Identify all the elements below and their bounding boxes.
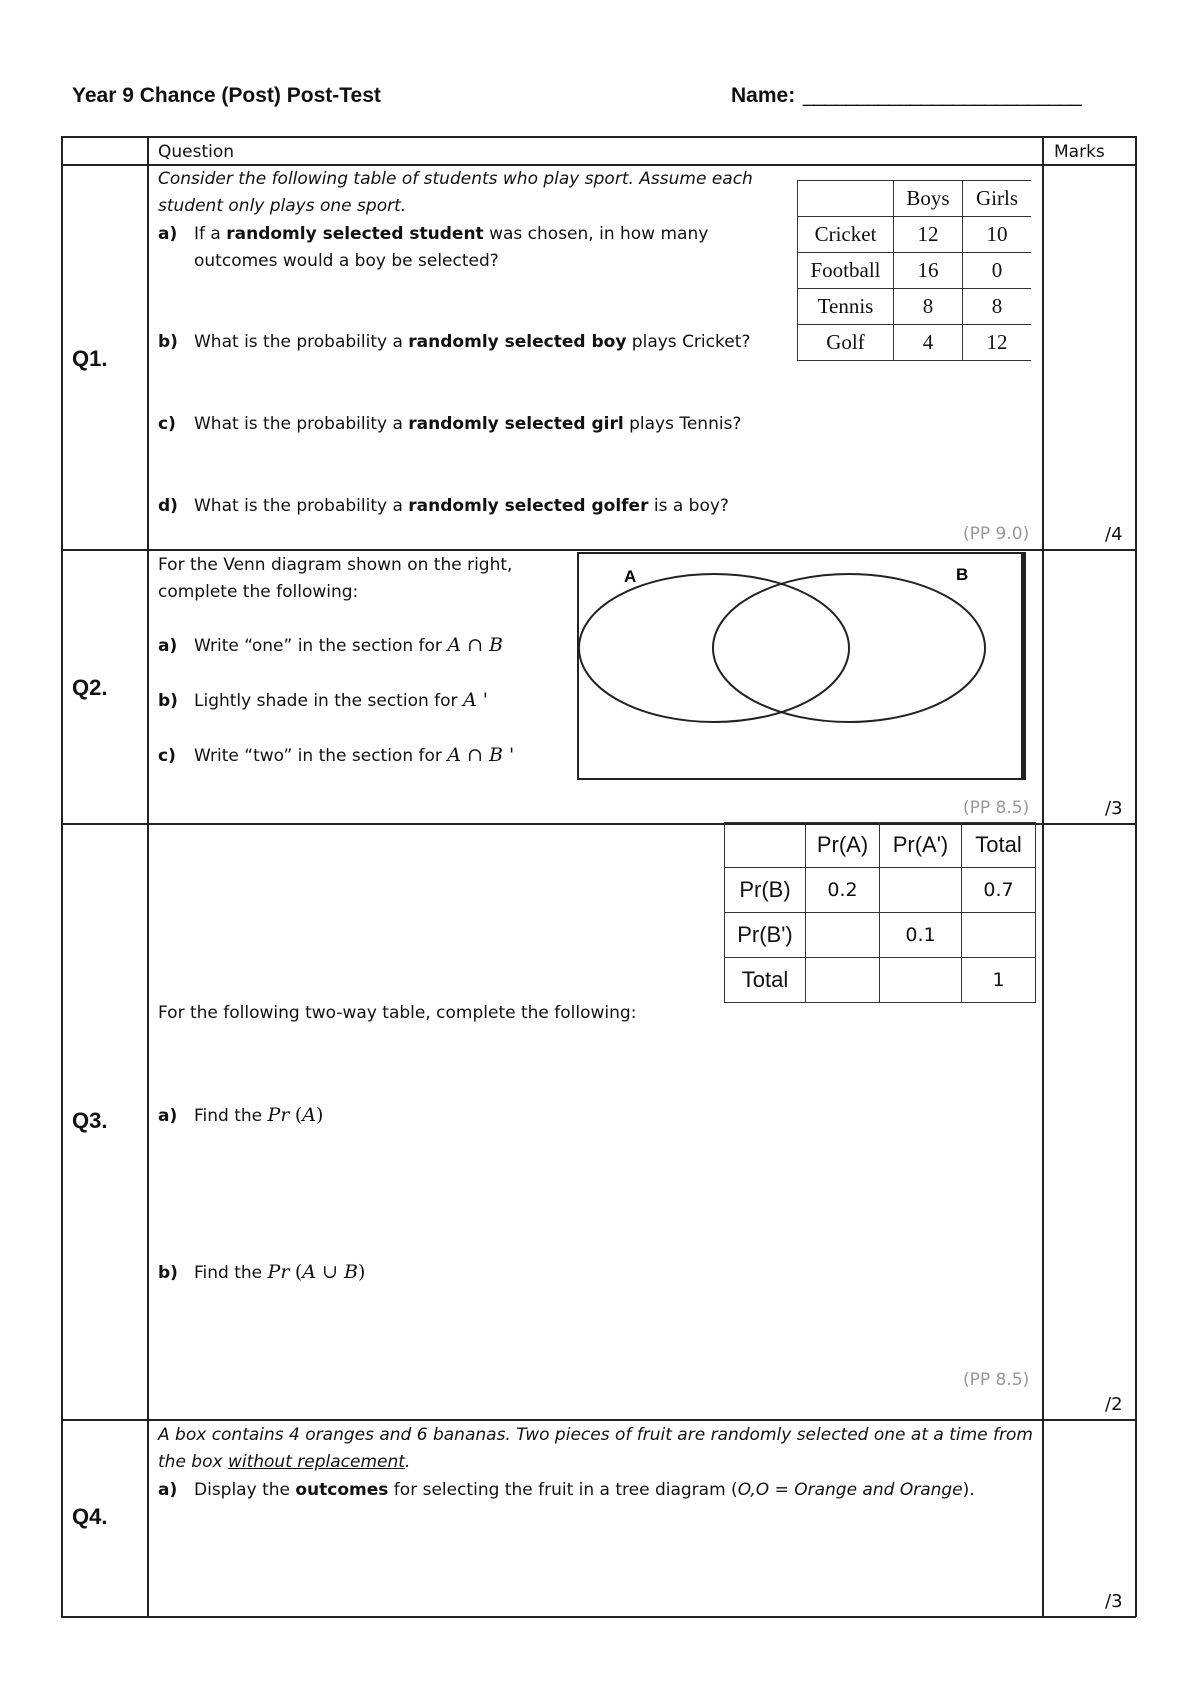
grid-right [1135, 136, 1137, 1617]
table-cell: Golf [798, 325, 894, 361]
table-cell: 0 [963, 253, 1032, 289]
q4-a-text-mid: for selecting the fruit in a tree diagram ( [388, 1480, 738, 1500]
q2-intro: For the Venn diagram shown on the right, complete the following: [158, 555, 513, 602]
grid-q3-bottom [61, 1419, 1136, 1421]
q3-b-math: A ∪ B [302, 1261, 358, 1283]
q4-a-text: Display the [194, 1480, 296, 1500]
name-label: Name: [731, 84, 796, 107]
table-row [725, 868, 1036, 913]
table-cell: 0.7 [962, 868, 1036, 913]
q4-intro-underlined: without replacement [227, 1452, 405, 1472]
q3-part-a: a) Find the Pr (A) [158, 1102, 323, 1130]
q2-part-a [158, 632, 503, 660]
table-cell: Boys [894, 181, 963, 217]
q2-b-math: A ' [462, 689, 488, 711]
table-cell: 12 [963, 325, 1032, 361]
q3-b-text: Find the [194, 1263, 268, 1283]
table-cell: 1 [962, 958, 1036, 1003]
table-cell: Cricket [798, 217, 894, 253]
grid-marks-divider [1042, 136, 1044, 1617]
q1-b-text-end: plays Cricket? [626, 332, 751, 352]
q1-d-label: d) [158, 496, 178, 516]
q1-c-text: What is the probability a [194, 414, 409, 434]
table-cell: 0.2 [806, 868, 880, 913]
q3-a-label: a) [158, 1106, 178, 1126]
table-cell: 4 [894, 325, 963, 361]
q2-part-c [158, 742, 514, 770]
table-cell: 12 [894, 217, 963, 253]
table-cell: Football [798, 253, 894, 289]
q1-c-text-end: plays Tennis? [623, 414, 742, 434]
q3-marks: /2 [1105, 1394, 1123, 1415]
q1-intro: Consider the following table of students who play sport. Assume each student only plays one sport. [158, 169, 753, 216]
table-cell: Pr(B) [725, 868, 806, 913]
q4-a-emphasis: outcomes [295, 1480, 389, 1500]
table-row [725, 913, 1036, 958]
q4-a-text-end: ). [962, 1480, 975, 1500]
q2-part-b [158, 687, 488, 715]
table-row [798, 181, 1032, 217]
q1-c-label: c) [158, 414, 176, 434]
q4-a-label: a) [158, 1480, 178, 1500]
q1-part-c [158, 411, 741, 438]
q1-b-emphasis: randomly selected boy [408, 332, 627, 352]
q1-sport-table [797, 180, 1031, 361]
q2-marks: /3 [1105, 798, 1123, 819]
table-cell: 8 [894, 289, 963, 325]
venn-label-a: A [624, 567, 637, 586]
q3-b-label: b) [158, 1263, 178, 1283]
q1-part-b [158, 329, 750, 356]
q2-a-label: a) [158, 636, 178, 656]
table-cell: 0.1 [880, 913, 962, 958]
q3-number: Q3. [72, 1108, 108, 1133]
q1-number: Q1. [72, 346, 108, 371]
table-cell: Girls [963, 181, 1032, 217]
table-cell[interactable] [880, 958, 962, 1003]
table-cell: Total [962, 823, 1036, 868]
venn-diagram [577, 552, 1027, 782]
q1-marks: /4 [1105, 524, 1123, 545]
table-row [725, 823, 1036, 868]
q1-part-d [158, 493, 729, 520]
q3-a-math-fn: Pr [267, 1104, 290, 1126]
table-cell[interactable] [962, 913, 1036, 958]
q2-b-text: Lightly shade in the section for [194, 691, 463, 711]
q3-reference: (PP 8.5) [963, 1370, 1030, 1390]
q2-a-math: A ∩ B [447, 634, 504, 656]
table-row [798, 289, 1032, 325]
q3-probability-table [724, 822, 1036, 1003]
table-cell: Tennis [798, 289, 894, 325]
table-cell: Total [725, 958, 806, 1003]
table-row [798, 253, 1032, 289]
test-title: Year 9 Chance (Post) Post-Test [72, 84, 381, 107]
q2-b-label: b) [158, 691, 178, 711]
q1-a-emphasis: randomly selected student [226, 224, 484, 244]
q1-b-label: b) [158, 332, 178, 352]
table-cell[interactable] [880, 868, 962, 913]
q1-b-text: What is the probability a [194, 332, 409, 352]
venn-universal-set [578, 553, 1025, 779]
table-cell: Pr(A') [880, 823, 962, 868]
q3-a-text: Find the [194, 1106, 268, 1126]
table-row [725, 958, 1036, 1003]
grid-num-divider [147, 136, 149, 1617]
q1-d-text-end: is a boy? [648, 496, 729, 516]
q4-number: Q4. [72, 1504, 108, 1529]
table-cell: 16 [894, 253, 963, 289]
q1-part-a [158, 221, 784, 275]
table-cell [725, 823, 806, 868]
q3-a-math: A [302, 1104, 316, 1126]
grid-top [61, 136, 1136, 138]
table-cell [798, 181, 894, 217]
q3-b-math-fn: Pr [267, 1261, 290, 1283]
q1-a-label: a) [158, 224, 178, 244]
q2-a-text: Write “one” in the section for [194, 636, 448, 656]
table-cell[interactable] [806, 913, 880, 958]
q1-reference: (PP 9.0) [963, 524, 1030, 544]
q4-a-italic: O,O = Orange and Orange [737, 1480, 963, 1500]
q4-marks: /3 [1105, 1591, 1123, 1612]
question-column-header: Question [158, 142, 235, 162]
q1-d-emphasis: randomly selected golfer [408, 496, 649, 516]
q1-a-text: If a [194, 224, 227, 244]
q4-intro [158, 1422, 1038, 1476]
table-row [798, 217, 1032, 253]
table-cell: Pr(B') [725, 913, 806, 958]
q2-c-math: A ∩ B ' [447, 744, 515, 766]
q3-intro: For the following two-way table, complete the following: [158, 1003, 637, 1023]
table-cell: 10 [963, 217, 1032, 253]
q2-reference: (PP 8.5) [963, 798, 1030, 818]
grid-bottom [61, 1616, 1136, 1618]
q4-intro-end: . [404, 1452, 411, 1472]
table-cell: 8 [963, 289, 1032, 325]
q4-intro-text: A box contains 4 oranges and 6 bananas. Two pieces of fruit are randomly selected one at a time from the box [158, 1425, 1033, 1472]
name-field[interactable]: __________________________ [803, 84, 1081, 107]
table-cell[interactable] [806, 958, 880, 1003]
q4-part-a [158, 1477, 975, 1504]
marks-column-header: Marks [1054, 142, 1105, 162]
q1-c-emphasis: randomly selected girl [408, 414, 624, 434]
grid-left [61, 136, 63, 1617]
table-row [798, 325, 1032, 361]
q1-a-text-end: was chosen, in how many outcomes would a boy be selected? [194, 224, 709, 271]
q2-number: Q2. [72, 675, 108, 700]
table-cell: Pr(A) [806, 823, 880, 868]
q2-c-text: Write “two” in the section for [194, 746, 448, 766]
venn-label-b: B [956, 565, 969, 584]
q3-part-b: b) Find the Pr (A ∪ B) [158, 1259, 365, 1287]
q1-d-text: What is the probability a [194, 496, 409, 516]
q2-c-label: c) [158, 746, 176, 766]
grid-q1-bottom [61, 549, 1136, 551]
